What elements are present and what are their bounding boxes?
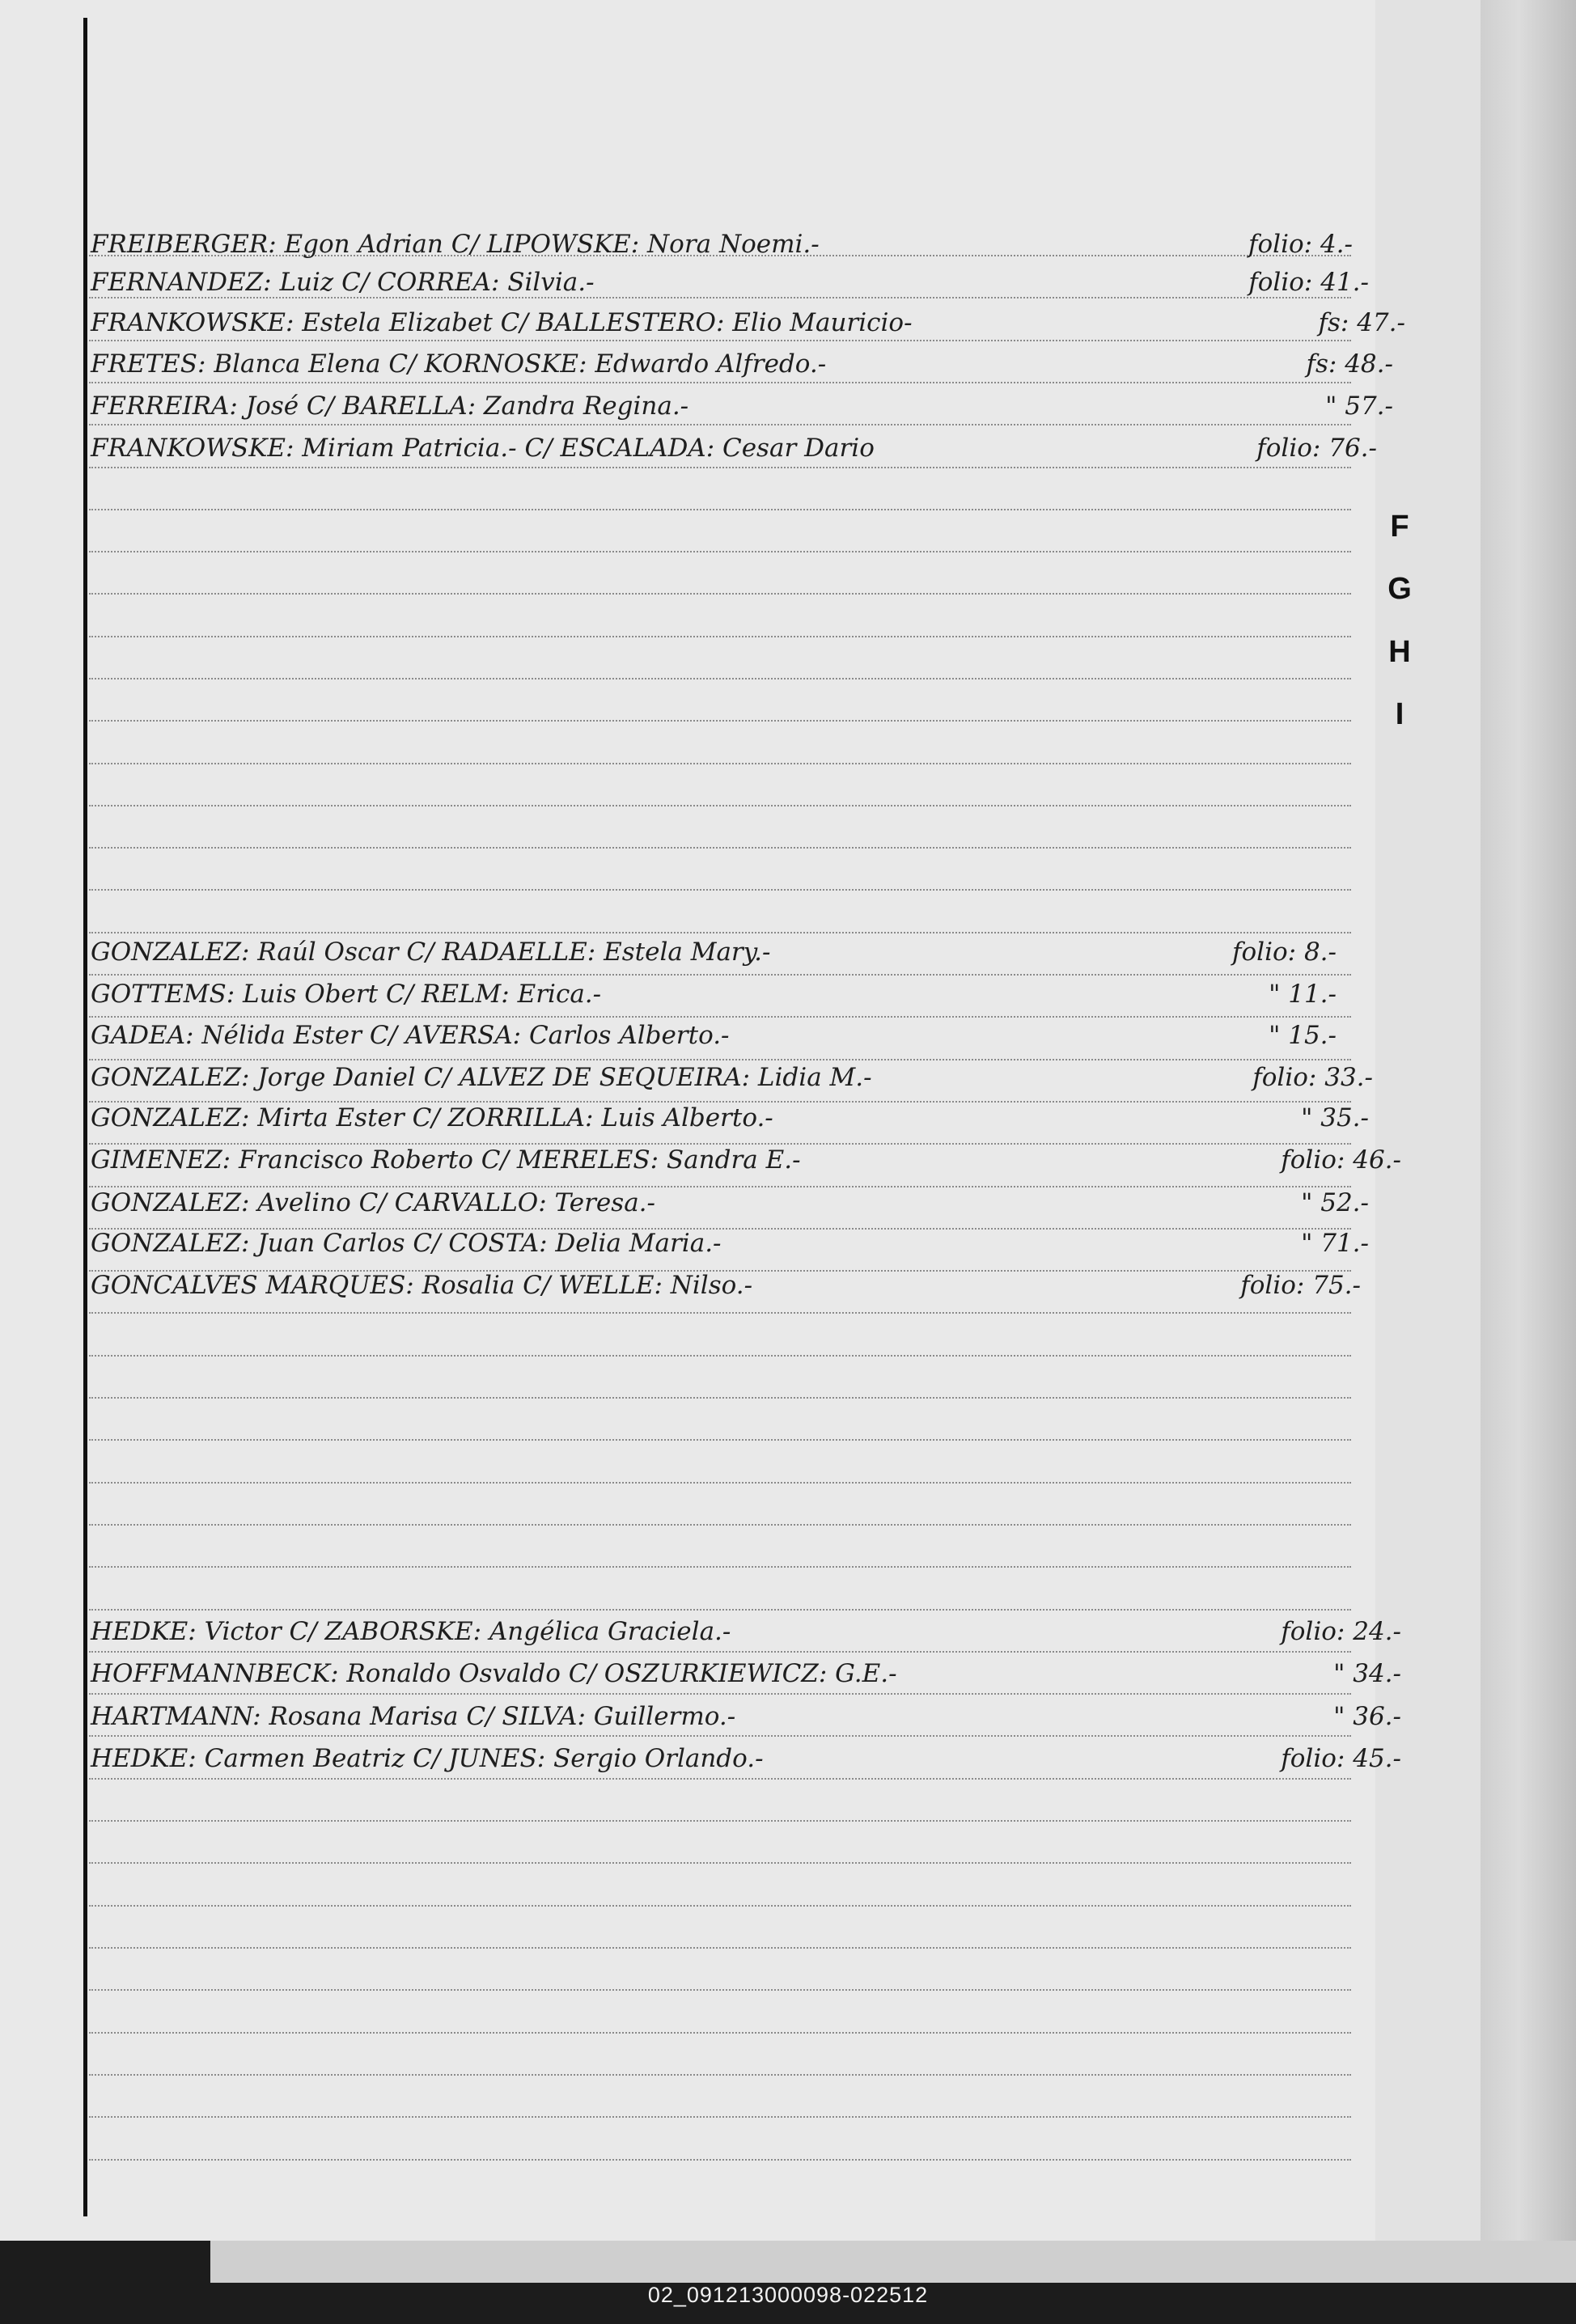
ruled-line xyxy=(89,889,1351,891)
ruled-line xyxy=(89,847,1351,849)
entry-row xyxy=(91,1100,1401,1137)
ruled-line xyxy=(89,1651,1351,1653)
ruled-line xyxy=(89,1778,1351,1780)
entry-name: HOFFMANNBECK: Ronaldo Osvaldo C/ OSZURKIEWICZ: G.E.- xyxy=(91,1659,897,1688)
entry-folio: " 35.- xyxy=(1301,1103,1369,1132)
ruled-line xyxy=(89,1355,1351,1357)
entry-row xyxy=(91,1741,1401,1778)
ruled-line xyxy=(89,1693,1351,1695)
index-letter-f: F xyxy=(1390,510,1409,544)
ruled-line xyxy=(89,2074,1351,2076)
entry-folio: " 71.- xyxy=(1301,1229,1369,1258)
entry-name: GONZALEZ: Juan Carlos C/ COSTA: Delia Maria.- xyxy=(91,1229,722,1258)
entry-folio: fs: 47.- xyxy=(1318,308,1405,337)
ruled-line xyxy=(89,1989,1351,1991)
ruled-line xyxy=(89,763,1351,764)
entry-name: GONZALEZ: Avelino C/ CARVALLO: Teresa.- xyxy=(91,1188,655,1217)
ruled-line xyxy=(89,1524,1351,1526)
entry-row xyxy=(91,1268,1401,1305)
entry-name: HEDKE: Victor C/ ZABORSKE: Angélica Graciela.- xyxy=(91,1617,731,1646)
entry-folio: folio: 24.- xyxy=(1281,1617,1401,1646)
entry-row xyxy=(91,1699,1401,1736)
ruled-line xyxy=(89,551,1351,552)
entry-name: FERREIRA: José C/ BARELLA: Zandra Regina.- xyxy=(91,392,689,421)
ruled-line xyxy=(89,678,1351,679)
ruled-line xyxy=(89,974,1351,976)
entry-folio: folio: 33.- xyxy=(1252,1063,1373,1092)
entry-row xyxy=(91,430,1401,468)
entry-row xyxy=(91,1614,1401,1651)
entry-folio: folio: 46.- xyxy=(1281,1145,1401,1175)
entry-row xyxy=(91,265,1401,302)
entry-folio: folio: 75.- xyxy=(1240,1271,1361,1300)
ruled-line xyxy=(89,1820,1351,1822)
entry-folio: " 34.- xyxy=(1333,1659,1401,1688)
ruled-line xyxy=(89,720,1351,722)
entry-row xyxy=(91,1018,1401,1055)
entry-folio: folio: 4.- xyxy=(1248,230,1353,259)
entry-name: GONCALVES MARQUES: Rosalia C/ WELLE: Nilso.- xyxy=(91,1271,753,1300)
page-edge xyxy=(1481,0,1576,2241)
entry-folio: " 57.- xyxy=(1325,392,1393,421)
entry-name: GONZALEZ: Mirta Ester C/ ZORRILLA: Luis Alberto.- xyxy=(91,1103,773,1132)
entry-folio: " 15.- xyxy=(1269,1021,1337,1050)
ruled-line xyxy=(89,2159,1351,2161)
ruled-line xyxy=(89,1609,1351,1611)
entry-name: GOTTEMS: Luis Obert C/ RELM: Erica.- xyxy=(91,980,602,1009)
ruled-line xyxy=(89,2116,1351,2118)
ruled-line xyxy=(89,593,1351,595)
ruled-line xyxy=(89,1566,1351,1568)
entry-name: FERNANDEZ: Luiz C/ CORREA: Silvia.- xyxy=(91,268,595,297)
entry-folio: folio: 41.- xyxy=(1248,268,1369,297)
entry-row xyxy=(91,305,1405,342)
ruled-line xyxy=(89,509,1351,510)
ruled-line xyxy=(89,2032,1351,2034)
entry-name: GADEA: Nélida Ester C/ AVERSA: Carlos Alberto.- xyxy=(91,1021,730,1050)
index-letter-h: H xyxy=(1388,635,1411,669)
entry-folio: folio: 76.- xyxy=(1256,434,1377,463)
entry-row xyxy=(91,1142,1401,1179)
index-letter-g: G xyxy=(1387,572,1412,606)
entry-row xyxy=(91,1185,1401,1222)
ruled-line xyxy=(89,1312,1351,1314)
entry-name: GONZALEZ: Raúl Oscar C/ RADAELLE: Estela Mary.- xyxy=(91,938,771,967)
entry-row xyxy=(91,976,1401,1014)
entry-name: HEDKE: Carmen Beatriz C/ JUNES: Sergio Orlando.- xyxy=(91,1744,764,1773)
entry-folio: folio: 45.- xyxy=(1281,1744,1401,1773)
ruled-line xyxy=(89,805,1351,806)
entry-row xyxy=(91,226,1401,264)
entry-name: FRANKOWSKE: Estela Elizabet C/ BALLESTERO: Elio Mauricio- xyxy=(91,308,913,337)
entry-row xyxy=(91,388,1401,425)
entry-row xyxy=(91,934,1401,972)
entry-name: FREIBERGER: Egon Adrian C/ LIPOWSKE: Nora Noemi.- xyxy=(91,230,820,259)
entry-name: HARTMANN: Rosana Marisa C/ SILVA: Guillermo.- xyxy=(91,1702,736,1731)
entry-row xyxy=(91,1225,1401,1263)
entry-row xyxy=(91,1656,1401,1693)
ruled-line xyxy=(89,1439,1351,1441)
entry-name: FRANKOWSKE: Miriam Patricia.- C/ ESCALADA: Cesar Dario xyxy=(91,434,875,463)
ruled-line xyxy=(89,932,1351,933)
ruled-line xyxy=(89,636,1351,637)
margin-line xyxy=(83,18,87,2216)
entry-folio: " 52.- xyxy=(1301,1188,1369,1217)
entry-name: GONZALEZ: Jorge Daniel C/ ALVEZ DE SEQUEIRA: Lidia M.- xyxy=(91,1063,872,1092)
ruled-line xyxy=(89,1397,1351,1399)
entry-folio: fs: 48.- xyxy=(1306,349,1393,379)
entry-folio: folio: 8.- xyxy=(1232,938,1337,967)
entry-folio: " 11.- xyxy=(1269,980,1337,1009)
ruled-line xyxy=(89,1905,1351,1907)
entry-name: GIMENEZ: Francisco Roberto C/ MERELES: Sandra E.- xyxy=(91,1145,801,1175)
entry-folio: " 36.- xyxy=(1333,1702,1401,1731)
ruled-line xyxy=(89,1862,1351,1864)
ruled-line xyxy=(89,1947,1351,1949)
scanner-strip xyxy=(210,2241,1576,2283)
index-letter-i: I xyxy=(1395,697,1404,731)
entry-row xyxy=(91,1060,1401,1097)
ruled-line xyxy=(89,1482,1351,1484)
entry-name: FRETES: Blanca Elena C/ KORNOSKE: Edwardo Alfredo.- xyxy=(91,349,827,379)
scan-id-label: 02_091213000098-022512 xyxy=(647,2283,929,2307)
entry-row xyxy=(91,346,1401,383)
